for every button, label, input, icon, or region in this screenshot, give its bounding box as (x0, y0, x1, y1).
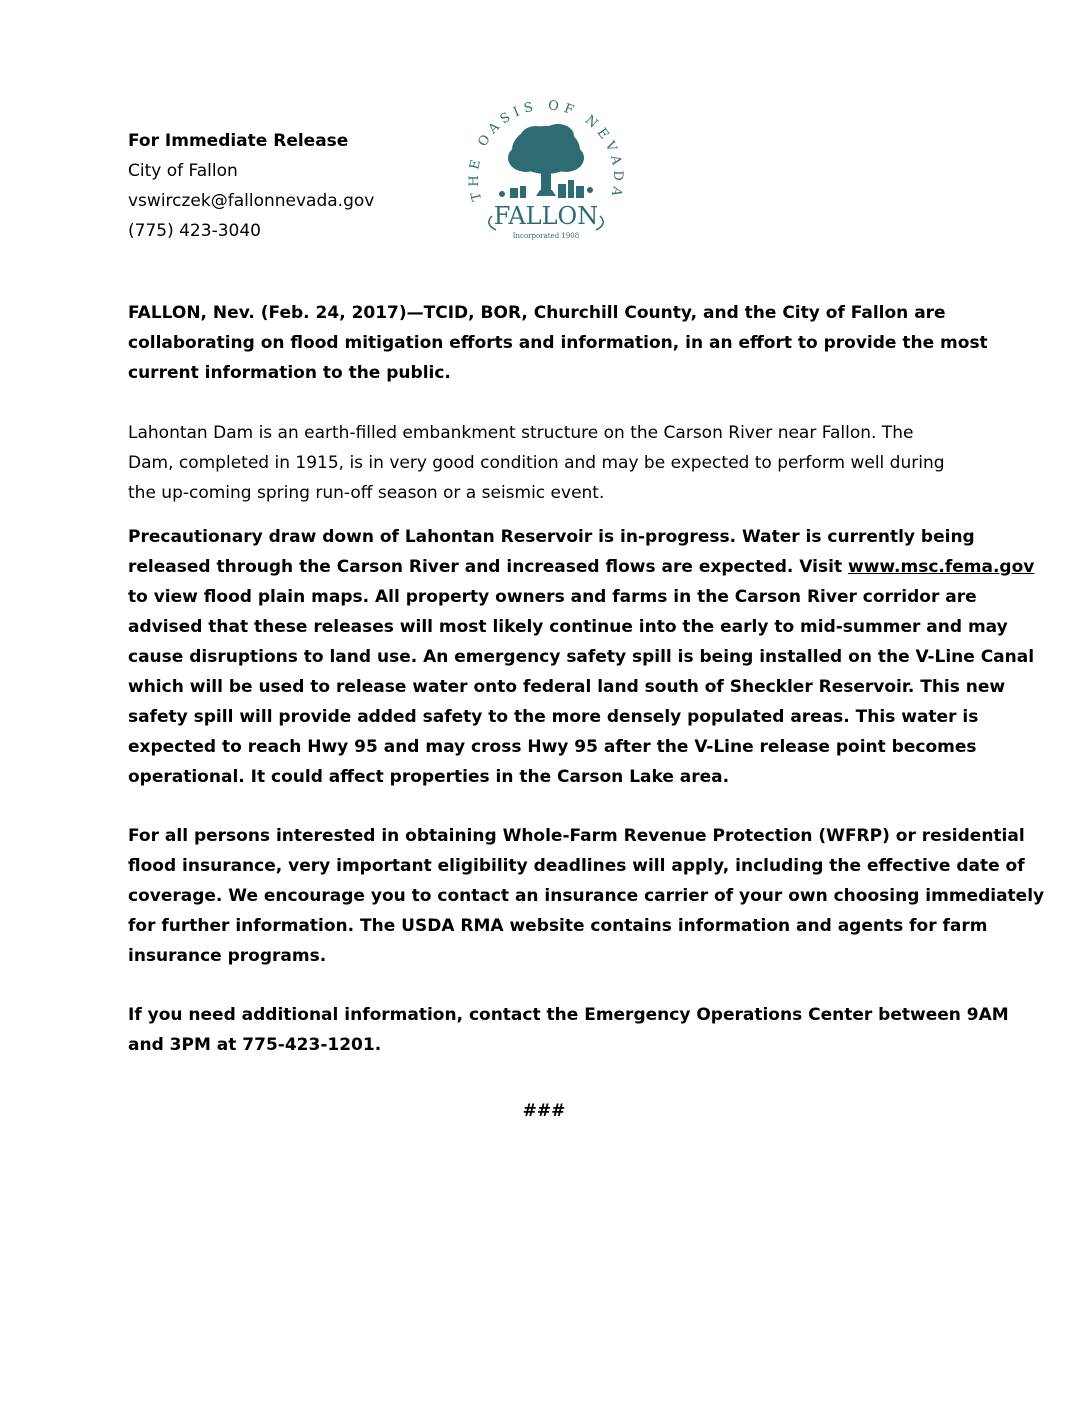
text-segment: released through the Carson River and increased flows are expected. Visit (128, 557, 848, 577)
text-line: which will be used to release water onto federal land south of Sheckler Reservoir. This new (128, 677, 1006, 697)
contact-phone: (775) 423-3040 (128, 221, 261, 241)
text-line: collaborating on flood mitigation efforts and information, in an effort to provide the most (128, 333, 988, 353)
release-header (128, 126, 458, 246)
text-line: Precautionary draw down of Lahontan Reservoir is in-progress. Water is currently being (128, 527, 975, 547)
release-label: For Immediate Release (128, 131, 349, 151)
text-line: coverage. We encourage you to contact an insurance carrier of your own choosing immediately (128, 886, 1045, 906)
text-line: and 3PM at 775-423-1201. (128, 1035, 382, 1055)
text-line: cause disruptions to land use. An emergency safety spill is being installed on the V-Line Canal (128, 647, 1035, 667)
text-line-with-link (128, 552, 1035, 582)
text-line: operational. It could affect properties in the Carson Lake area. (128, 767, 730, 787)
contact-paragraph (128, 1000, 1009, 1060)
organization-name: City of Fallon (128, 161, 238, 181)
text-line: For all persons interested in obtaining Whole-Farm Revenue Protection (WFRP) or residential (128, 826, 1025, 846)
text-line: current information to the public. (128, 363, 451, 383)
logo-tagline: Incorporated 1908 (512, 232, 580, 240)
text-line: If you need additional information, contact the Emergency Operations Center between 9AM (128, 1005, 1009, 1025)
text-line: flood insurance, very important eligibility deadlines will apply, including the effective date of (128, 856, 1025, 876)
insurance-paragraph (128, 821, 1045, 971)
reservoir-paragraph (128, 522, 1035, 792)
text-line: FALLON, Nev. (Feb. 24, 2017)—TCID, BOR, Churchill County, and the City of Fallon are (128, 303, 946, 323)
dam-paragraph (128, 418, 968, 508)
lead-paragraph (128, 298, 988, 388)
closing-mark: ### (522, 1101, 566, 1121)
text-line: for further information. The USDA RMA website contains information and agents for farm (128, 916, 988, 936)
text-line: expected to reach Hwy 95 and may cross Hwy 95 after the V-Line release point becomes (128, 737, 977, 757)
logo-wordmark: FALLON (493, 202, 599, 230)
text-line: Lahontan Dam is an earth-filled embankment structure on the Carson River near Fallon. The (128, 423, 914, 443)
fema-link[interactable]: www.msc.fema.gov (848, 557, 1035, 577)
logo-ring-text: THE OASIS OF NEVADA (466, 98, 626, 203)
fallon-logo (466, 90, 626, 250)
text-line: advised that these releases will most likely continue into the early to mid-summer and may (128, 617, 1008, 637)
text-line: the up-coming spring run-off season or a seismic event. (128, 483, 605, 503)
contact-email: vswirczek@fallonnevada.gov (128, 191, 375, 211)
text-line: to view flood plain maps. All property owners and farms in the Carson River corridor are (128, 587, 977, 607)
text-line: Dam, completed in 1915, is in very good condition and may be expected to perform well during (128, 453, 945, 473)
text-line: safety spill will provide added safety to the more densely populated areas. This water is (128, 707, 979, 727)
text-line: insurance programs. (128, 946, 327, 966)
